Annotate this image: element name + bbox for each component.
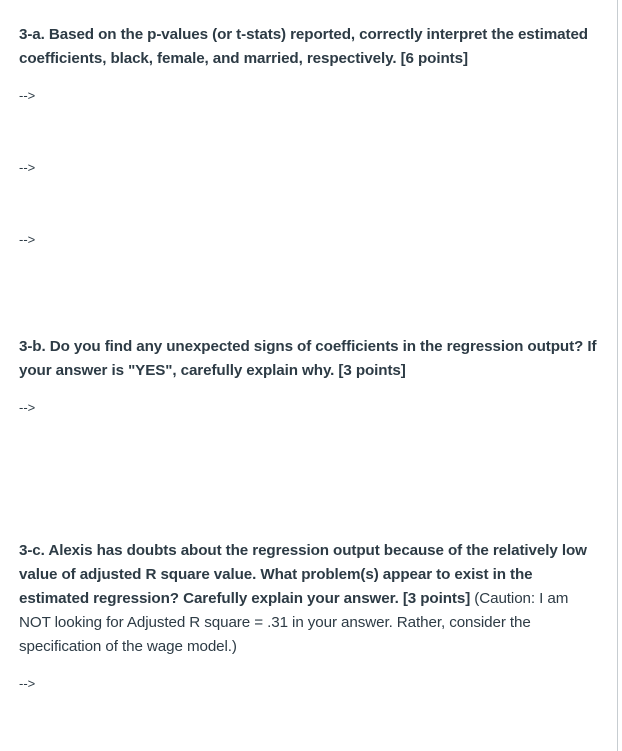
answer-3b: --> (19, 400, 36, 415)
answer-3c: --> (19, 676, 36, 691)
answer-3a-female: --> (19, 160, 36, 175)
answer-3a-married: --> (19, 232, 36, 247)
question-3a-text: 3-a. Based on the p-values (or t-stats) reported, correctly interpret the estimated coefficients, black, female, and married, respectively. [6 points] (19, 26, 588, 67)
question-3b (19, 335, 599, 383)
question-3a (19, 23, 599, 71)
question-3c (19, 539, 599, 659)
question-3c-caution-text: (Caution: I am NOT looking for Adjusted R square = .31 in your answer. Rather, consider the specification of the wage model.) (19, 590, 569, 655)
question-3b-text: 3-b. Do you find any unexpected signs of coefficients in the regression output? If your answer is "YES", carefully explain why. [3 points] (19, 338, 597, 379)
question-3c-bold-text: 3-c. Alexis has doubts about the regression output because of the relatively low value of adjusted R square value. What problem(s) appear to exist in the estimated regression? Carefully explain your answer. [3 points] (19, 542, 587, 607)
answer-3a-black: --> (19, 88, 36, 103)
